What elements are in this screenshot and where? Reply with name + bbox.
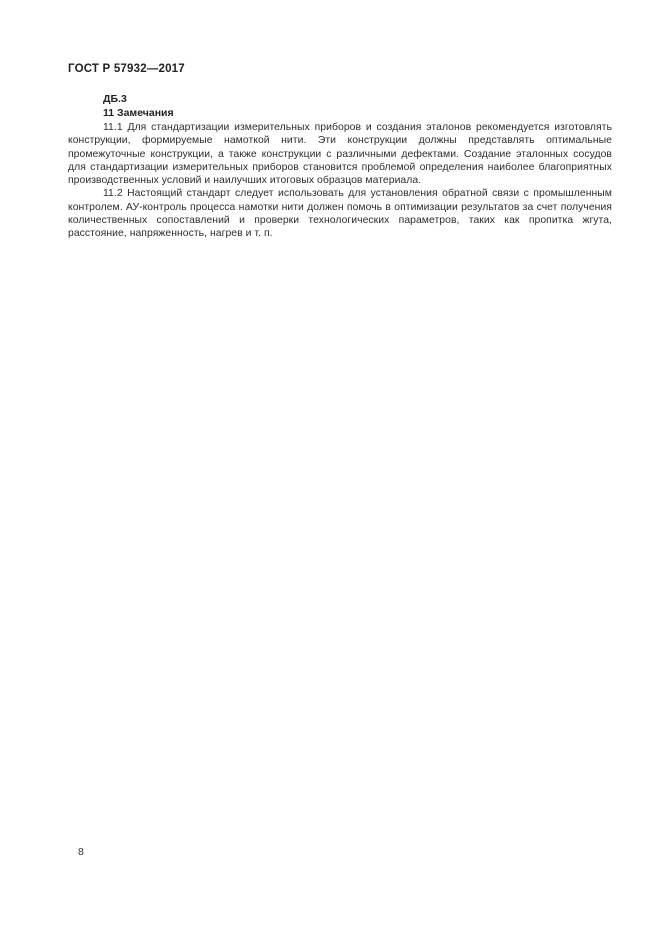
page-number: 8 (78, 846, 84, 858)
section-label: ДБ.3 (103, 93, 127, 105)
document-body (68, 93, 612, 241)
document-header: ГОСТ Р 57932—2017 (68, 63, 185, 75)
paragraph-11-1: 11.1 Для стандартизации измерительных приборов и создания эталонов рекомендуется изготовлять конструкции, формируемые намоткой нити. Эти конструкции должны представлять оптимальные промежуточные конструкции, а также конструкции с различными дефектами. Создание эталонных сосудов для стандартизации измерительных приборов становится проблемой определения наиболее благоприятных производственных условий и наилучших итоговых образцов материала. (68, 122, 612, 187)
paragraph-11-2: 11.2 Настоящий стандарт следует использовать для установления обратной связи с промышленным контролем. АУ-контроль процесса намотки нити должен помочь в оптимизации результатов за счет получения количественных сопоставлений и проверки технологических параметров, таких как пропитка жгута, расстояние, напряженность, нагрев и т. п. (68, 188, 612, 240)
section-heading: 11 Замечания (103, 107, 174, 119)
